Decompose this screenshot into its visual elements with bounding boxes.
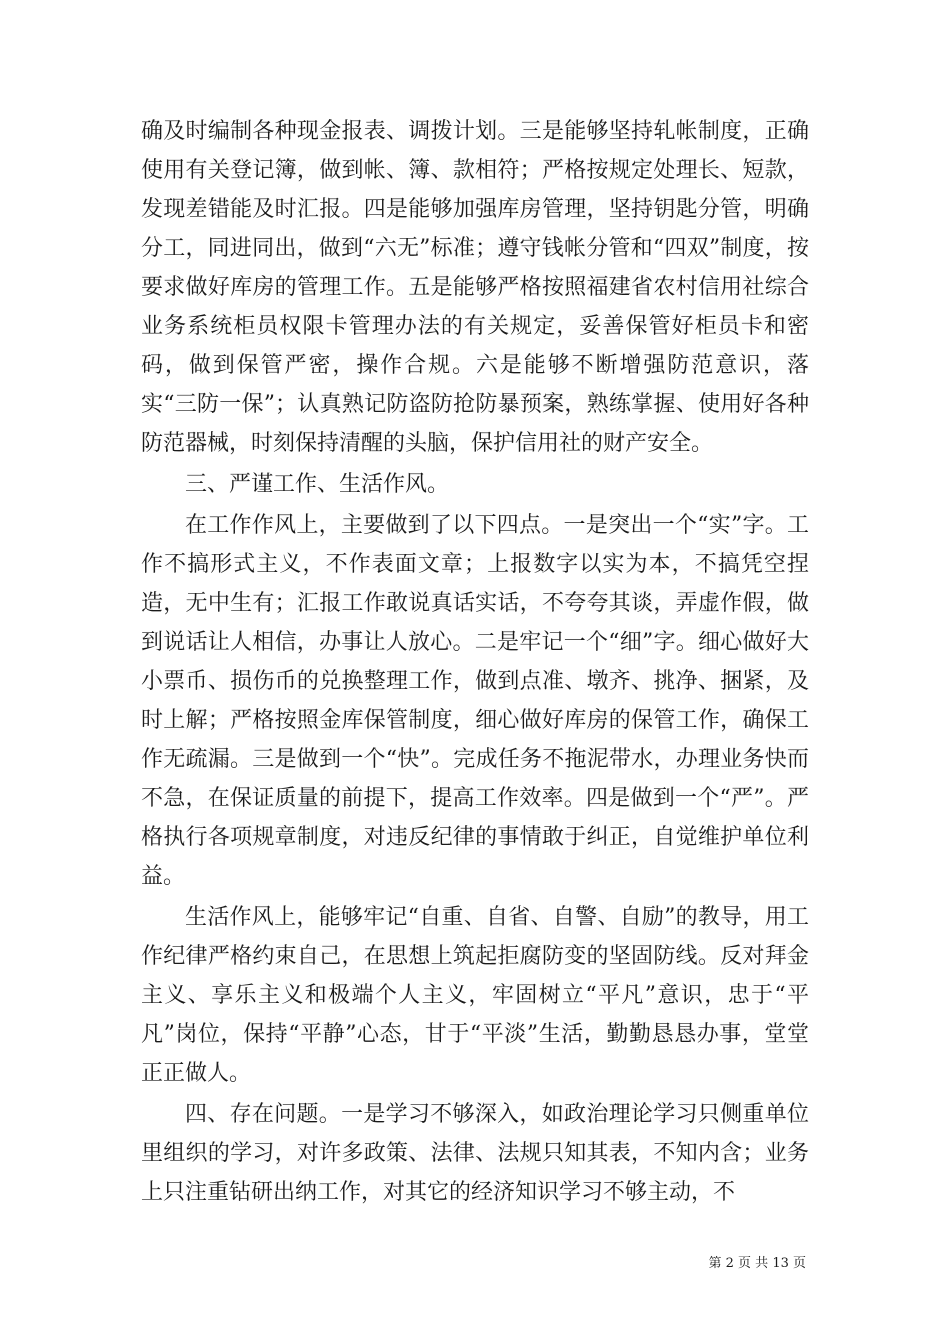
page-number: 第 2 页 共 13 页 — [708, 1256, 806, 1271]
section-heading-work-style: 三、严谨工作、生活作风。 — [185, 472, 450, 497]
paragraph-continuation: 确及时编制各种现金报表、调拨计划。三是能够坚持轧帐制度，正确使用有关登记簿，做到帐、簿、款相符；严格按规定处理长、短款，发现差错能及时汇报。四是能够加强库房管理，坚持钥匙分管，明确分工，同进同出，做到“六无”标准；遵守钱帐分管和“四双”制度，按要求做好库房的管理工作。五是能够严格按照福建省农村信用社综合业务系统柜员权限卡管理办法的有关规定，妥善保管好柜员卡和密码，做到保管严密，操作合规。六是能够不断增强防范意识，落实“三防一保”；认真熟记防盗防抢防暴预案，熟练掌握、使用好各种防范器械，时刻保持清醒的头脑，保护信用社的财产安全。 — [141, 119, 809, 456]
document-body — [141, 112, 809, 1214]
paragraph-work-style: 在工作作风上，主要做到了以下四点。一是突出一个“实”字。工作不搞形式主义，不作表面文章；上报数字以实为本，不搞凭空捏造，无中生有；汇报工作敢说真话实话，不夸夸其谈，弄虚作假，做到说话让人相信，办事让人放心。二是牢记一个“细”字。细心做好大小票币、损伤币的兑换整理工作，做到点准、墩齐、挑净、捆紧，及时上解；严格按照金库保管制度，细心做好库房的保管工作，确保工作无疏漏。三是做到一个“快”。完成任务不拖泥带水，办理业务快而不急，在保证质量的前提下，提高工作效率。四是做到一个“严”。严格执行各项规章制度，对违反纪律的事情敢于纠正，自觉维护单位利益。 — [141, 513, 809, 889]
paragraph-problems: 四、存在问题。一是学习不够深入，如政治理论学习只侧重单位里组织的学习，对许多政策、法律、法规只知其表，不知内含；业务上只注重钻研出纳工作，对其它的经济知识学习不够主动，不 — [141, 1102, 809, 1205]
paragraph-life-style: 生活作风上，能够牢记“自重、自省、自警、自励”的教导，用工作纪律严格约束自己，在思想上筑起拒腐防变的坚固防线。反对拜金主义、享乐主义和极端个人主义，牢固树立“平凡”意识，忠于“平凡”岗位，保持“平静”心态，甘于“平淡”生活，勤勤恳恳办事，堂堂正正做人。 — [141, 905, 809, 1086]
